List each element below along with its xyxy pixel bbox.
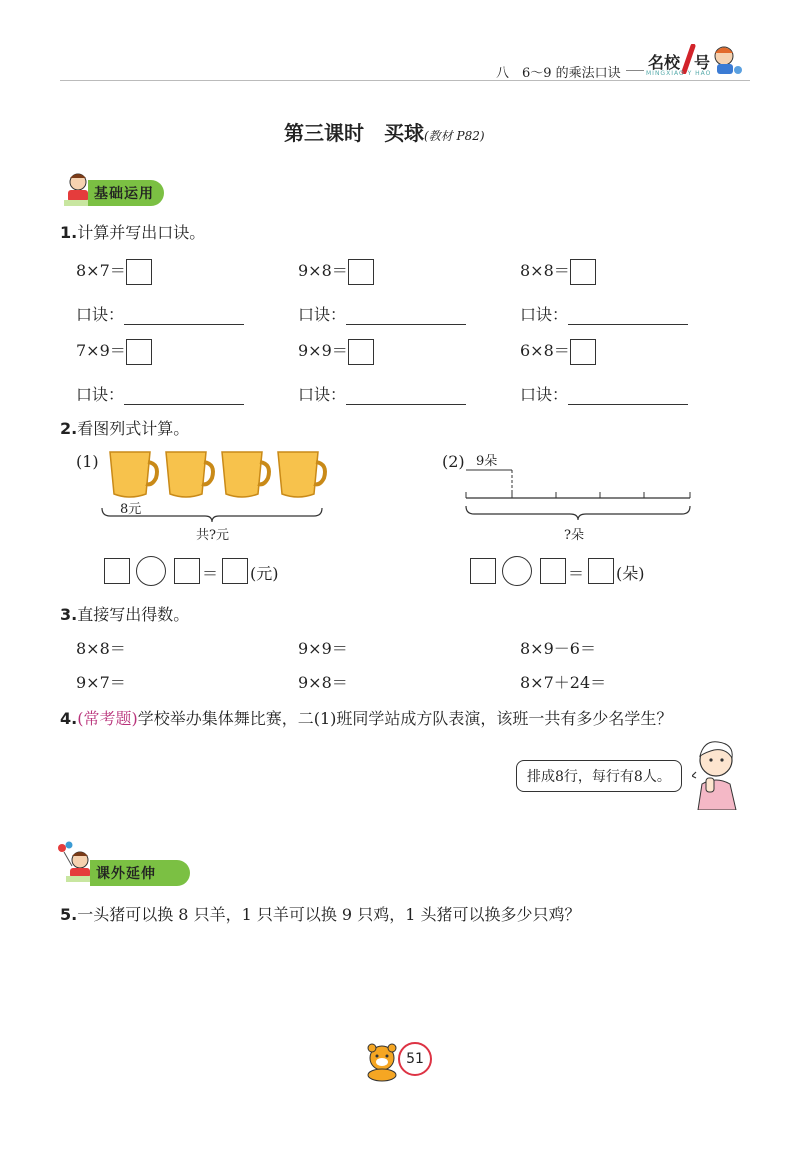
question-tag: (常考题) [77,709,138,728]
answer-box[interactable] [126,259,152,285]
section-title-basic: 基础运用 [94,186,154,202]
question-number: 3. [60,605,78,624]
answer-box[interactable] [570,339,596,365]
q3-item-2: 9×9＝ [298,639,348,658]
equation-box[interactable] [174,558,200,584]
section-title-extend: 课外延伸 [96,866,156,882]
q1-item-6 [520,338,596,365]
q1-koujue-6 [520,382,688,405]
equation-answer-box[interactable] [222,558,248,584]
answer-box[interactable] [126,339,152,365]
logo-text-left: 名校 [648,53,681,72]
mug-icon [278,452,325,497]
thinking-boy-icon [692,738,744,810]
mug-icon [222,452,269,497]
segment-label: 9朵 [476,454,498,469]
koujue-answer-line[interactable] [346,310,466,325]
equation-answer-box[interactable] [588,558,614,584]
question-1 [60,220,205,243]
operator-circle[interactable] [502,556,532,586]
page-number: 51 [398,1042,432,1076]
question-3 [60,602,189,625]
q3-item-1: 8×8＝ [76,639,126,658]
q1-item-2 [298,258,374,285]
unit-label: (元) [250,564,279,583]
answer-box[interactable] [570,259,596,285]
q1-koujue-2 [298,302,466,325]
speech-bubble: 排成8行，每行有8人。 [516,760,682,792]
koujue-label: 口诀： [520,385,569,404]
koujue-answer-line[interactable] [124,390,244,405]
logo-subtitle: MINGXIAO Y HAO [646,70,712,77]
q1-koujue-4 [76,382,244,405]
operator-circle[interactable] [136,556,166,586]
expression: 8×7＝ [76,261,126,280]
expression: 9×9＝ [298,341,348,360]
mug-price-label: 8元 [120,502,142,517]
question-number: 4. [60,709,78,728]
textbook-ref: (教材 P82) [424,129,485,143]
line-segment-diagram [460,462,700,522]
koujue-answer-line[interactable] [568,390,688,405]
unit-label: (朵) [616,564,645,583]
q1-item-3 [520,258,596,285]
segment-total-label: ?朵 [564,528,584,543]
q1-item-1 [76,258,152,285]
header-divider [626,70,644,71]
koujue-label: 口诀： [76,305,125,324]
question-text: 一头猪可以换 8 只羊，1 只羊可以换 9 只鸡，1 头猪可以换多少只鸡？ [77,905,581,924]
q1-koujue-5 [298,382,466,405]
expression: 6×8＝ [520,341,570,360]
equation-box[interactable] [104,558,130,584]
q1-koujue-1 [76,302,244,325]
mug-icon [110,452,157,497]
koujue-label: 口诀： [520,305,569,324]
question-2 [60,416,189,439]
question-text: 学校举办集体舞比赛，二(1)班同学站成方队表演，该班一共有多少名学生？ [137,709,673,728]
q3-item-4: 9×7＝ [76,673,126,692]
lesson-title: 第三课时 买球 [284,121,424,145]
q2-part2-label: (2) [442,452,465,471]
equation-box[interactable] [470,558,496,584]
equals-sign: ＝ [202,564,219,583]
mug-total-label: 共?元 [196,528,229,543]
question-text: 直接写出得数。 [77,605,190,624]
expression: 8×8＝ [520,261,570,280]
equals-sign: ＝ [568,564,585,583]
mug-icon [166,452,213,497]
koujue-label: 口诀： [298,305,347,324]
equation-box[interactable] [540,558,566,584]
q1-item-5 [298,338,374,365]
koujue-answer-line[interactable] [124,310,244,325]
answer-box[interactable] [348,339,374,365]
koujue-label: 口诀： [298,385,347,404]
logo-text-right: 号 [694,53,711,72]
expression: 9×8＝ [298,261,348,280]
question-4 [60,706,672,729]
question-number: 2. [60,419,78,438]
koujue-label: 口诀： [76,385,125,404]
question-5 [60,902,580,925]
answer-box[interactable] [348,259,374,285]
expression: 7×9＝ [76,341,126,360]
q3-item-6: 8×7＋24＝ [520,673,607,692]
question-number: 1. [60,223,78,242]
q3-item-5: 9×8＝ [298,673,348,692]
koujue-answer-line[interactable] [346,390,466,405]
q2-part1-label: (1) [76,452,99,471]
page-title [284,117,485,146]
question-text: 看图列式计算。 [77,419,190,438]
header-rule [60,80,750,81]
mascot-logo-icon [710,44,744,76]
q1-item-4 [76,338,152,365]
chapter-title: 八 6～9 的乘法口诀 [496,66,621,81]
koujue-answer-line[interactable] [568,310,688,325]
q1-koujue-3 [520,302,688,325]
question-number: 5. [60,905,78,924]
question-text: 计算并写出口诀。 [77,223,206,242]
q3-item-3: 8×9－6＝ [520,639,596,658]
